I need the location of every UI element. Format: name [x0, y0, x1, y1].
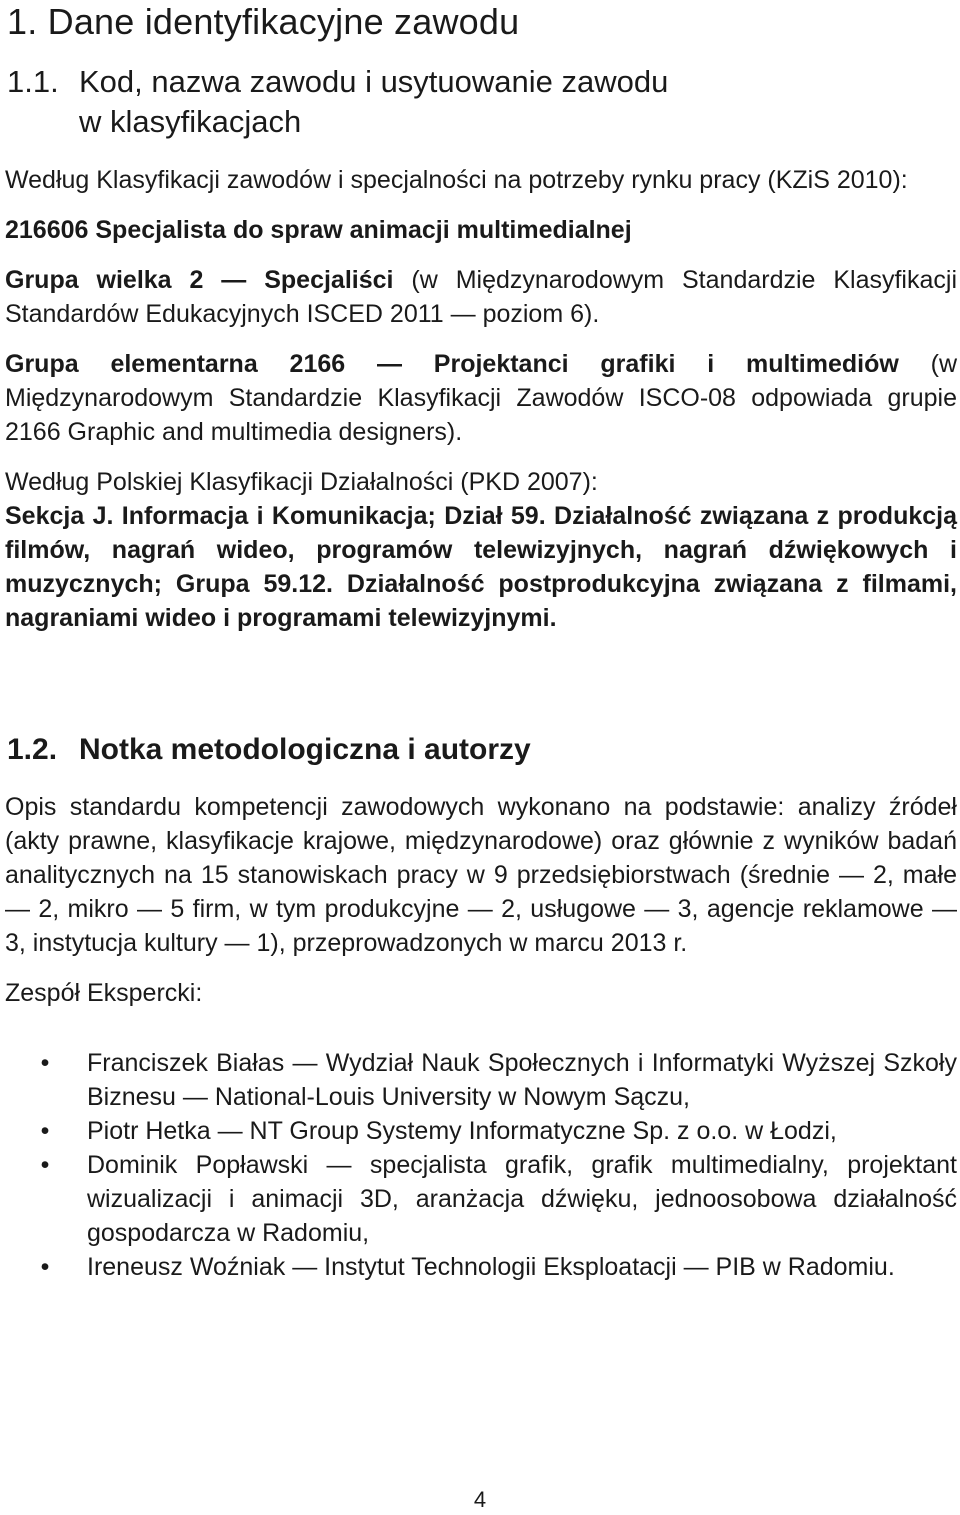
section-1-2-title: Notka metodologiczna i autorzy — [79, 733, 531, 766]
section-1-2-heading — [7, 730, 531, 770]
section-1-2-body — [5, 790, 957, 1010]
section-1-1-title-line2: w klasyfikacjach — [79, 104, 302, 139]
bullet-icon: • — [40, 1253, 50, 1281]
page-number: 4 — [473, 1487, 487, 1512]
expert-item — [5, 1046, 957, 1114]
pkd-intro: Według Polskiej Klasyfikacji Działalności (PKD 2007): — [5, 468, 598, 496]
expert-item — [5, 1250, 957, 1284]
heading-dane-identyfikacyjne: 1. Dane identyfikacyjne zawodu — [7, 1, 520, 42]
section-1-1-body — [5, 163, 957, 635]
occupation-code-name: 216606 Specjalista do spraw animacji multimedialnej — [5, 216, 632, 244]
group-major-label: Grupa wielka 2 — Specjaliści — [5, 266, 394, 294]
group-major-description: (w Międzynarodowym Standardzie Klasyfikacji Standardów Edukacyjnych ISCED 2011 — poziom 6). — [5, 266, 957, 328]
expert-item — [5, 1148, 957, 1250]
group-major — [5, 263, 957, 331]
bullet-icon: • — [40, 1151, 50, 1179]
group-unit-label: Grupa elementarna 2166 — Projektanci grafiki i multimediów — [5, 350, 899, 378]
expert-text: Piotr Hetka — NT Group Systemy Informatyczne Sp. z o.o. w Łodzi, — [87, 1117, 837, 1145]
expert-text: Dominik Popławski — specjalista grafik, grafik multimedialny, projektant wizualizacji i animacji 3D, aranżacja dźwięku, jednoosobowa działalność gospodarcza w Radomiu, — [87, 1151, 957, 1247]
section-1-1-number: 1.1. — [7, 64, 59, 99]
experts-label: Zespół Ekspercki: — [5, 979, 203, 1007]
group-unit — [5, 347, 957, 449]
bullet-icon: • — [40, 1117, 50, 1145]
kzis-intro: Według Klasyfikacji zawodów i specjalności na potrzeby rynku pracy (KZiS 2010): — [5, 166, 908, 194]
pkd-detail: Sekcja J. Informacja i Komunikacja; Dział 59. Działalność związana z produkcją filmów, nagrań wideo, programów telewizyjnych, nagrań dźwiękowych i muzycznych; Grupa 59.12. Działalność postprodukcyjna związana z filmami, nagraniami wideo i programami telewizyjnymi. — [5, 502, 957, 632]
section-1-1-heading — [7, 62, 668, 142]
expert-text: Ireneusz Woźniak — Instytut Technologii Eksploatacji — PIB w Radomiu. — [87, 1253, 895, 1281]
expert-text: Franciszek Białas — Wydział Nauk Społecznych i Informatyki Wyższej Szkoły Biznesu — National-Louis University w Nowym Sączu, — [87, 1049, 957, 1111]
group-unit-description: (w Międzynarodowym Standardzie Klasyfikacji Zawodów ISCO-08 odpowiada grupie 2166 Graphic and multimedia designers). — [5, 350, 957, 446]
methodology-text: Opis standardu kompetencji zawodowych wykonano na podstawie: analizy źródeł (akty prawne, klasyfikacje krajowe, międzynarodowe) oraz głównie z wyników badań analitycznych na 15 stanowiskach pracy w 9 przedsiębiorstwach (średnie — 2, małe — 2, mikro — 5 firm, w tym produkcyjne — 2, usługowe — 3, agencje reklamowe — 3, instytucja kultury — 1), przeprowadzonych w marcu 2013 r. — [5, 793, 957, 957]
section-1-1-title-line1: Kod, nazwa zawodu i usytuowanie zawodu — [79, 64, 669, 99]
bullet-icon: • — [40, 1049, 50, 1077]
section-1-2-number: 1.2. — [7, 733, 58, 766]
expert-item — [5, 1114, 957, 1148]
experts-list — [5, 1046, 957, 1284]
